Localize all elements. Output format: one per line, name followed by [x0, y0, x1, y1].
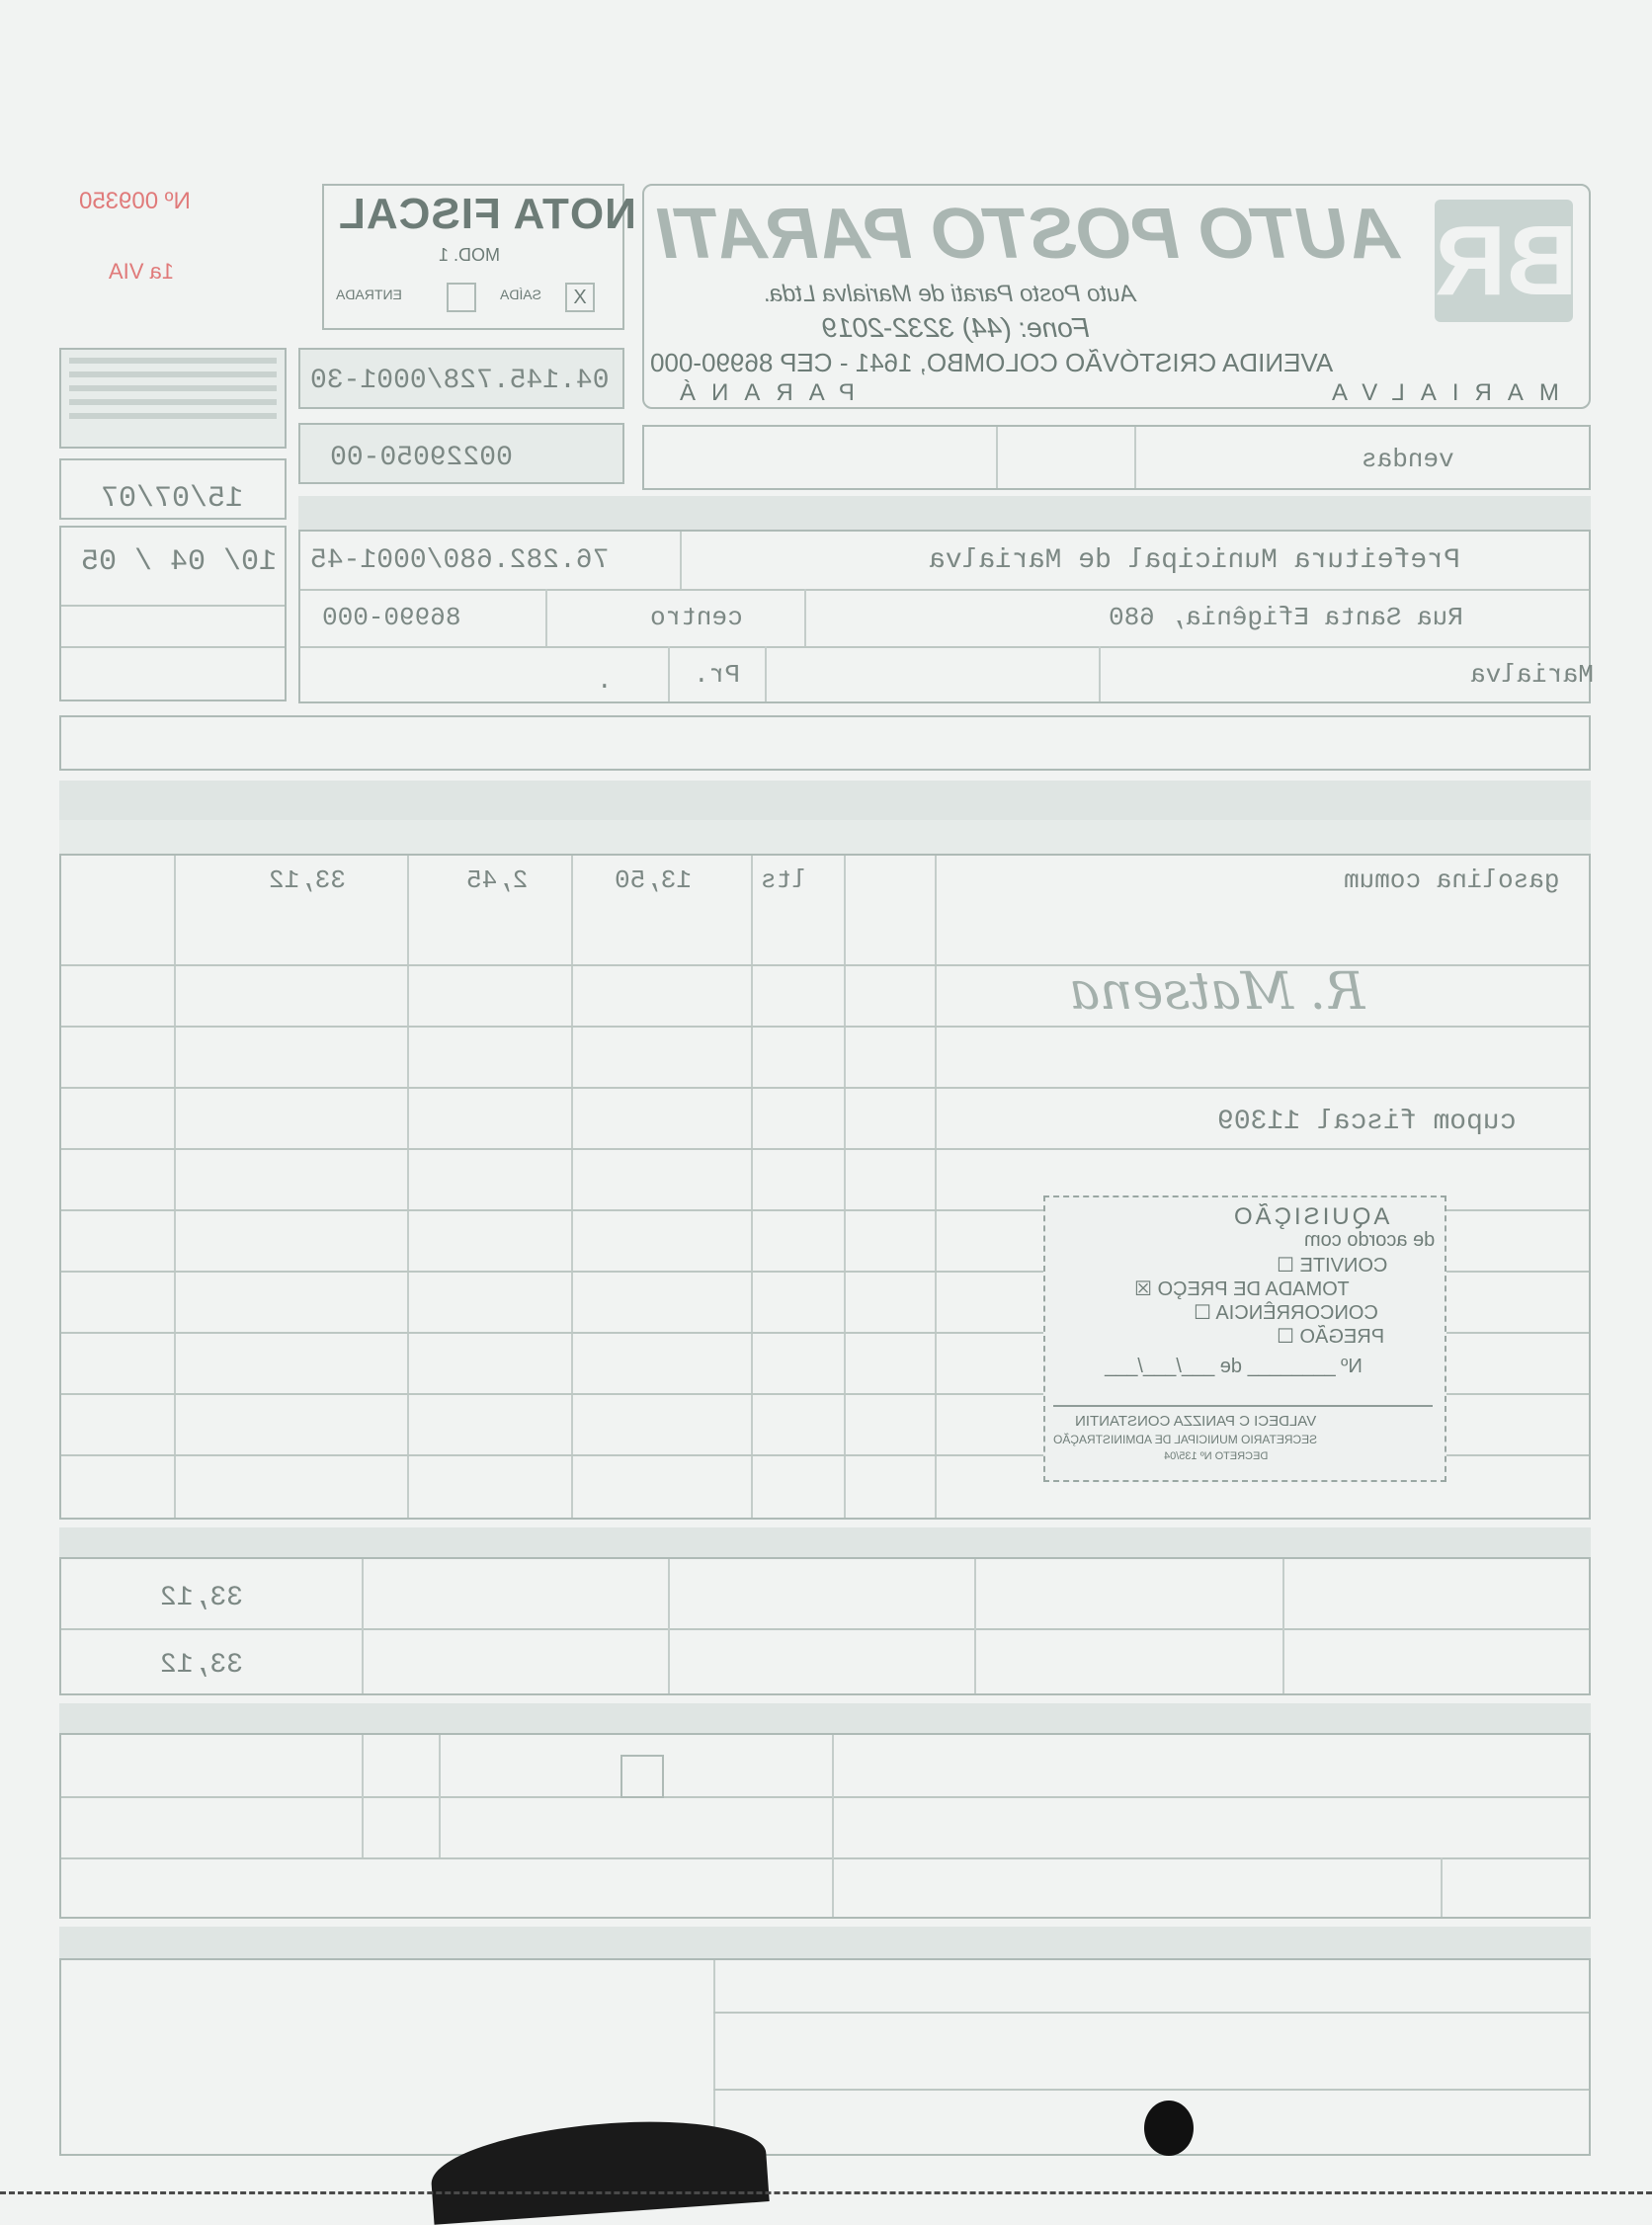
invoice-strip [59, 715, 1591, 771]
issuer-company: Auto Posto Parati de Marialva Ltda. [763, 281, 1136, 307]
nota-title: NOTA FISCAL [338, 190, 636, 238]
exit-date: 10/ 04 / 05 [81, 545, 278, 579]
emission-date: 15/07/07 [101, 482, 244, 516]
saida-label: SAÍDA [500, 287, 542, 302]
tax-calculation-box [59, 1557, 1591, 1695]
stamp-option-convite: CONVITE ☐ [1277, 1255, 1388, 1277]
issuer-phone: Fone: (44) 3232-2019 [822, 312, 1090, 343]
issuer-cnpj: 04.145.728/0001-30 [310, 366, 610, 396]
recipient-address: Rua Santa Efigênia, 680 [1109, 603, 1463, 632]
entrada-checkbox[interactable] [447, 283, 476, 312]
invoice-total: 33,12 [160, 1650, 244, 1681]
transporter-box [59, 1733, 1591, 1919]
nota-fiscal-box [322, 184, 636, 330]
issuer-state: PARANÁ [664, 379, 855, 406]
recipient-cep: 86990-000 [322, 603, 461, 632]
recipient-cnpj: 76.282.680/0001-45 [310, 545, 610, 576]
additional-data-box [59, 1958, 1591, 2156]
note-cupom-fiscal: cupom fiscal 11309 [1217, 1107, 1517, 1137]
issuer-ie: 00229050-00 [330, 443, 513, 473]
stamp-option-tomada: TOMADA DE PREÇO ☒ [1134, 1278, 1350, 1300]
item-total: 33,12 [269, 865, 347, 895]
model-label: MOD. 1 [439, 245, 501, 265]
emission-date-box [59, 458, 287, 520]
entrada-label: ENTRADA [336, 287, 402, 302]
stamp-option-pregao: PREGÃO ☐ [1277, 1326, 1385, 1348]
copy-label: 1a VIA [109, 259, 175, 284]
stamp-number-line: Nº ________ de ___/___/___ [1105, 1356, 1363, 1377]
products-total: 33,12 [160, 1583, 244, 1613]
stamp-option-concorrencia: CONCORRÊNCIA ☐ [1194, 1302, 1378, 1324]
serial-number: Nº 009350 [79, 188, 191, 214]
operation-nature: vendas [1362, 445, 1454, 474]
saida-checkbox[interactable]: X [565, 283, 595, 312]
handwritten-signature: R. Matsena [1069, 962, 1365, 1022]
recipient-city: Marialva [1470, 660, 1594, 690]
stamp-subtitle: de acordo com [1304, 1229, 1436, 1251]
issuer-address: AVENIDA CRISTÓVÃO COLOMBO, 1641 - CEP 86990-000 [650, 348, 1334, 377]
item-unit-price: 2,45 [466, 865, 529, 895]
scan-edge [0, 2191, 1652, 2197]
ie-box [298, 423, 624, 484]
stamp-signer: VALDECI C PANIZZA CONSTANTIN [1075, 1413, 1317, 1430]
exit-date-box [59, 526, 287, 701]
issuer-name: AUTO POSTO PARATI [658, 195, 1400, 274]
recipient-uf: Pr. [694, 660, 740, 690]
item-description: gasolina comum [1344, 865, 1560, 895]
stamp-decree: DECRETO Nº 135/04 [1164, 1450, 1269, 1462]
scan-dot [1144, 2101, 1194, 2156]
cnpj-box [298, 348, 624, 409]
stamp-role: SECRETARIO MUNICIPAL DE ADMINISTRAÇÃO [1053, 1433, 1318, 1446]
acquisition-stamp [1043, 1195, 1446, 1482]
recipient-name: Prefeitura Municipal de Marialva [929, 545, 1460, 576]
issuer-city: MARIALVA [1316, 379, 1559, 406]
br-logo: BR [1435, 200, 1573, 322]
items-table [59, 854, 1591, 1520]
recipient-district: centro [650, 603, 743, 632]
recipient-box [298, 530, 1594, 703]
operation-row [642, 425, 1591, 490]
freight-checkbox[interactable] [620, 1755, 664, 1798]
recipient-dot: . [597, 666, 613, 696]
item-qty: 13,50 [615, 865, 693, 895]
stamp-title: AQUISIÇÃO [1231, 1203, 1390, 1230]
legal-note-box [59, 348, 287, 449]
issuer-header [642, 184, 1591, 409]
item-unit: lts [761, 865, 807, 895]
